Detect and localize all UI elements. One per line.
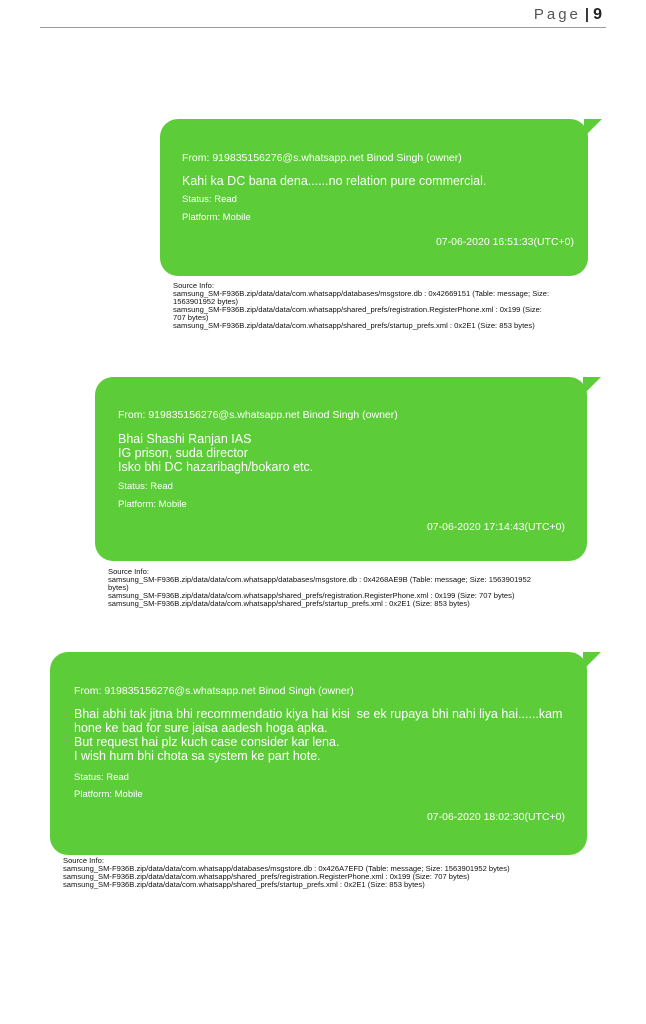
page-label: [534, 6, 602, 24]
message-platform: Platform: Mobile: [74, 789, 143, 800]
message-bubble: [95, 377, 587, 561]
source-info: [108, 568, 531, 608]
message-text: Kahi ka DC bana dena......no relation pure commercial.: [182, 174, 487, 188]
source-info: [173, 282, 549, 330]
source-line: 707 bytes): [173, 313, 209, 322]
source-line: samsung_SM-F936B.zip/data/data/com.whatsapp/shared_prefs/registration.RegisterPhone.xml : 0x199 (Size: 707 bytes): [63, 872, 470, 881]
source-line: samsung_SM-F936B.zip/data/data/com.whatsapp/shared_prefs/startup_prefs.xml : 0x2E1 (Size: 853 bytes): [173, 321, 535, 330]
source-info-title: Source Info:: [63, 856, 104, 865]
source-line: bytes): [108, 583, 129, 592]
source-info-title: Source Info:: [108, 567, 149, 576]
page-separator: |: [584, 6, 590, 23]
message-timestamp: 07-06-2020 17:14:43(UTC+0): [426, 521, 565, 533]
message-sender: From: 919835156276@s.whatsapp.net Binod Singh (owner): [182, 152, 462, 164]
message-status: Status: Read: [74, 772, 129, 783]
source-info: [63, 857, 510, 889]
message-text: Bhai Shashi Ranjan IAS IG prison, suda director Isko bhi DC hazaribagh/bokaro etc.: [118, 432, 314, 474]
message-timestamp: 07-06-2020 16:51:33(UTC+0): [435, 236, 574, 248]
source-line: samsung_SM-F936B.zip/data/data/com.whatsapp/shared_prefs/startup_prefs.xml : 0x2E1 (Size: 853 bytes): [108, 599, 470, 608]
message-platform: Platform: Mobile: [118, 499, 187, 510]
source-line: samsung_SM-F936B.zip/data/data/com.whatsapp/databases/msgstore.db : 0x4268AE9B (Table: message; Size: 1563901952: [108, 575, 531, 584]
source-line: samsung_SM-F936B.zip/data/data/com.whatsapp/databases/msgstore.db : 0x42669151 (Table: message; Size:: [173, 289, 550, 298]
source-info-title: Source Info:: [173, 281, 214, 290]
source-line: samsung_SM-F936B.zip/data/data/com.whatsapp/databases/msgstore.db : 0x426A7EFD (Table: message; Size: 1563901952 bytes): [63, 864, 510, 873]
message-sender: From: 919835156276@s.whatsapp.net Binod Singh (owner): [118, 409, 398, 421]
source-line: samsung_SM-F936B.zip/data/data/com.whatsapp/shared_prefs/registration.RegisterPhone.xml : 0x199 (Size:: [173, 305, 542, 314]
message-timestamp: 07-06-2020 18:02:30(UTC+0): [426, 811, 565, 823]
source-line: 1563901952 bytes): [173, 297, 239, 306]
message-sender: From: 919835156276@s.whatsapp.net Binod Singh (owner): [74, 685, 354, 697]
page-number: 9: [593, 6, 602, 23]
header-rule: [40, 27, 606, 28]
message-text: Bhai abhi tak jitna bhi recommendatio kiya hai kisi se ek rupaya bhi nahi liya hai......kam hone ke bad for sure jaisa aadesh hoga apka. But request hai plz kuch case consider kar lena. I wish hum bhi chota sa system ke part hote.: [74, 707, 563, 763]
source-line: samsung_SM-F936B.zip/data/data/com.whatsapp/shared_prefs/registration.RegisterPhone.xml : 0x199 (Size: 707 bytes): [108, 591, 515, 600]
source-line: samsung_SM-F936B.zip/data/data/com.whatsapp/shared_prefs/startup_prefs.xml : 0x2E1 (Size: 853 bytes): [63, 880, 425, 889]
message-bubble: [50, 652, 587, 855]
message-bubble: [160, 119, 588, 276]
page-header: [0, 0, 646, 30]
message-status: Status: Read: [118, 481, 173, 492]
message-status: Status: Read: [182, 194, 237, 205]
page-word: Page: [533, 6, 581, 23]
message-platform: Platform: Mobile: [182, 212, 251, 223]
